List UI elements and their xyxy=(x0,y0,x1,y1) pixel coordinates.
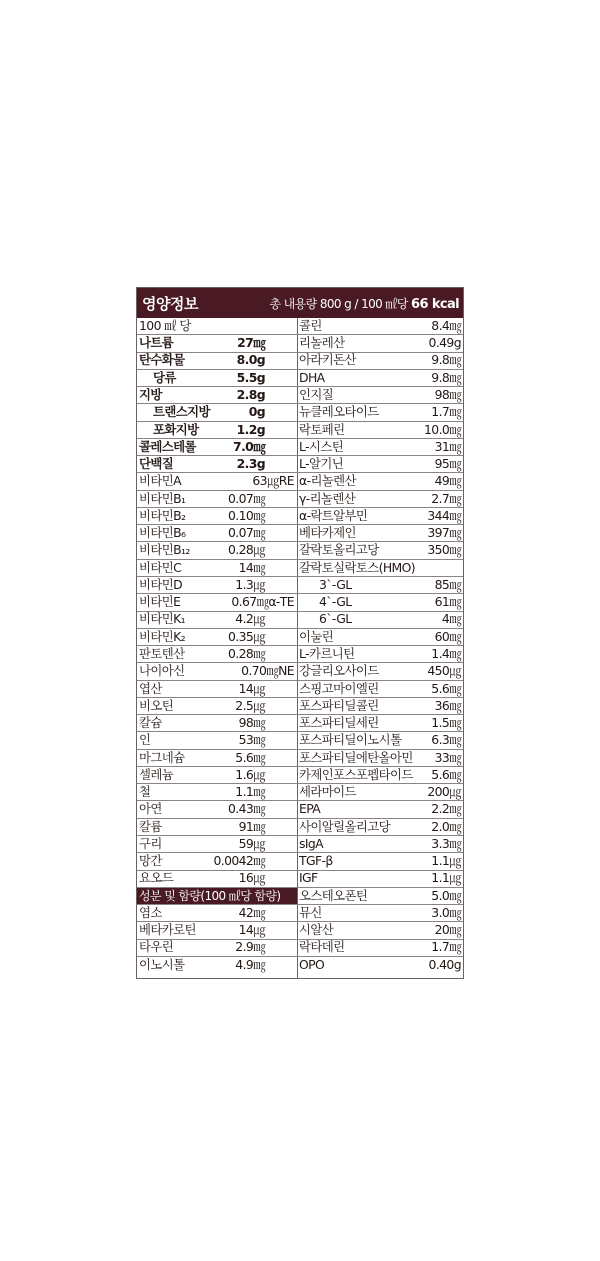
nutrient-name: 6`-GL xyxy=(319,611,352,627)
nutrient-name: α-락트알부민 xyxy=(299,507,368,523)
nutrient-value: 5.6㎎ xyxy=(431,766,461,782)
nutrient-name: 비타민K₁ xyxy=(139,611,186,627)
nutrient-row xyxy=(137,612,297,629)
nutrient-value: 0.35㎍ xyxy=(228,628,265,644)
nutrient-value: 3.3㎎ xyxy=(431,835,461,851)
nutrient-row xyxy=(137,905,297,922)
nutrient-value: 61㎎ xyxy=(434,594,461,610)
nutrient-value: 0.28㎎ xyxy=(228,645,265,661)
nutrient-value: 350㎎ xyxy=(427,542,461,558)
nutrient-name: 인지질 xyxy=(299,386,334,402)
nutrient-name: 단백질 xyxy=(139,456,174,472)
nutrient-value: 98㎎ xyxy=(238,715,265,731)
nutrient-name: 판토텐산 xyxy=(139,645,185,661)
nutrient-value: 9.8㎎ xyxy=(431,369,461,385)
nutrient-name: DHA xyxy=(299,369,325,385)
nutrient-name: 3`-GL xyxy=(319,576,352,592)
nutrient-value: 1.2g xyxy=(236,421,265,437)
nutrient-value: 7.0㎎ xyxy=(233,438,265,454)
nutrient-value: 6.3㎎ xyxy=(431,732,461,748)
nutrient-row xyxy=(137,594,297,611)
nutrient-name: 아라키돈산 xyxy=(299,352,356,368)
nutrient-row xyxy=(297,905,463,922)
nutrient-name: 뮤신 xyxy=(299,904,322,920)
nutrient-row xyxy=(297,888,463,905)
nutrient-value: 95㎎ xyxy=(434,456,461,472)
nutrient-row xyxy=(297,508,463,525)
nutrient-name: 포스파티딜이노시톨 xyxy=(299,732,402,748)
nutrient-value: 0.67㎎α-TE xyxy=(231,594,294,610)
nutrient-value: 1.6㎍ xyxy=(235,766,265,782)
nutrient-name: 칼슘 xyxy=(139,715,162,731)
nutrient-row xyxy=(297,404,463,421)
nutrient-row xyxy=(297,784,463,801)
nutrient-row xyxy=(137,577,297,594)
nutrient-name: 이노시톨 xyxy=(139,957,185,973)
nutrient-row xyxy=(137,836,297,853)
nutrient-row xyxy=(297,853,463,870)
nutrient-name: 당류 xyxy=(153,369,176,385)
nutrient-row xyxy=(297,819,463,836)
nutrient-row xyxy=(297,871,463,888)
nutrient-row xyxy=(297,387,463,404)
nutrient-row xyxy=(297,577,463,594)
nutrient-name: 4`-GL xyxy=(319,594,352,610)
nutrient-name: 비타민E xyxy=(139,594,181,610)
nutrient-value: 42㎎ xyxy=(238,904,265,920)
nutrient-row xyxy=(137,888,297,905)
nutrient-row xyxy=(137,404,297,421)
nutrient-name: 구리 xyxy=(139,835,162,851)
left-column xyxy=(137,318,298,978)
nutrient-row xyxy=(297,594,463,611)
nutrient-row xyxy=(297,922,463,939)
nutrient-name: OPO xyxy=(299,957,325,973)
nutrient-name: 망간 xyxy=(139,853,162,869)
nutrient-name: 지방 xyxy=(139,386,162,402)
nutrient-value: 9.8㎎ xyxy=(431,352,461,368)
nutrient-row xyxy=(137,422,297,439)
nutrient-row xyxy=(297,629,463,646)
nutrient-row xyxy=(137,456,297,473)
nutrient-row xyxy=(297,612,463,629)
nutrient-row xyxy=(137,784,297,801)
nutrient-name: 세라마이드 xyxy=(299,784,356,800)
nutrient-value: 5.6㎎ xyxy=(235,749,265,765)
nutrient-row xyxy=(137,370,297,387)
nutrient-value: 2.2㎎ xyxy=(431,801,461,817)
nutrient-row xyxy=(137,871,297,888)
nutrient-row xyxy=(297,318,463,335)
nutrient-name: 탄수화물 xyxy=(139,352,185,368)
nutrition-header xyxy=(137,288,463,318)
nutrient-name: 트랜스지방 xyxy=(153,404,210,420)
nutrient-value: 60㎎ xyxy=(434,628,461,644)
nutrient-name: L-알기닌 xyxy=(299,456,344,472)
nutrient-row xyxy=(297,767,463,784)
nutrient-name: 강글리오사이드 xyxy=(299,663,379,679)
nutrient-value: 85㎎ xyxy=(434,576,461,592)
nutrition-facts-panel xyxy=(136,287,464,979)
nutrient-value: 4㎎ xyxy=(441,611,461,627)
nutrient-row xyxy=(137,473,297,490)
total-content xyxy=(269,295,459,312)
nutrient-name: γ-리놀렌산 xyxy=(299,490,356,506)
nutrient-row xyxy=(297,646,463,663)
nutrient-row xyxy=(297,732,463,749)
nutrient-name: 마그네슘 xyxy=(139,749,185,765)
nutrient-name: 오스테오폰틴 xyxy=(299,887,368,903)
nutrient-name: 베타카로틴 xyxy=(139,922,196,938)
nutrient-name: TGF-β xyxy=(299,853,333,869)
total-content-prefix: 총 내용량 800 g / 100 ㎖당 xyxy=(269,296,411,311)
nutrient-value: 14㎍ xyxy=(238,680,265,696)
nutrient-value: 1.1㎍ xyxy=(431,853,461,869)
nutrient-value: 0.70㎎NE xyxy=(241,663,294,679)
nutrient-value: 2.9㎎ xyxy=(235,939,265,955)
nutrient-name: 카제인포스포펩타이드 xyxy=(299,766,413,782)
nutrient-value: 2.3g xyxy=(236,456,265,472)
nutrient-name: 갈락토올리고당 xyxy=(299,542,379,558)
nutrient-value: 1.7㎎ xyxy=(431,404,461,420)
nutrient-row xyxy=(137,681,297,698)
nutrient-name: 셀레늄 xyxy=(139,766,174,782)
nutrient-name: 비타민B₁₂ xyxy=(139,542,190,558)
nutrient-name: 비타민K₂ xyxy=(139,628,186,644)
nutrient-name: 타우린 xyxy=(139,939,174,955)
nutrient-value: 14㎎ xyxy=(238,559,265,575)
right-column xyxy=(297,318,463,978)
nutrient-name: 100 ㎖ 당 xyxy=(139,317,191,333)
nutrient-name: 포스파티딜세린 xyxy=(299,715,379,731)
nutrient-value: 0g xyxy=(248,404,265,420)
nutrient-row xyxy=(137,318,297,335)
nutrient-value: 0.07㎎ xyxy=(228,490,265,506)
nutrient-value: 5.6㎎ xyxy=(431,680,461,696)
nutrient-row xyxy=(137,801,297,818)
nutrient-row xyxy=(137,732,297,749)
nutrient-row xyxy=(297,681,463,698)
nutrient-name: L-카르니틴 xyxy=(299,645,355,661)
nutrient-name: 성분 및 함량(100 ㎖당 함량) xyxy=(139,888,281,903)
nutrient-row xyxy=(137,922,297,939)
nutrient-name: 인 xyxy=(139,732,151,748)
nutrient-value: 397㎎ xyxy=(427,525,461,541)
nutrient-row xyxy=(137,767,297,784)
nutrient-name: 스핑고마이엘린 xyxy=(299,680,379,696)
nutrient-value: 0.07㎎ xyxy=(228,525,265,541)
nutrient-name: 베타카제인 xyxy=(299,525,356,541)
nutrition-title: 영양정보 xyxy=(142,294,198,313)
nutrient-row xyxy=(297,370,463,387)
nutrient-value: 4.2㎍ xyxy=(235,611,265,627)
nutrient-row xyxy=(297,698,463,715)
nutrient-value: 0.43㎎ xyxy=(228,801,265,817)
nutrient-value: 10.0㎎ xyxy=(424,421,461,437)
nutrient-value: 1.1㎎ xyxy=(235,784,265,800)
nutrient-value: 63㎍RE xyxy=(252,473,294,489)
nutrient-row xyxy=(137,508,297,525)
nutrient-row xyxy=(137,560,297,577)
nutrient-name: 나트륨 xyxy=(139,335,174,351)
nutrient-row xyxy=(297,439,463,456)
nutrient-name: 사이알릴올리고당 xyxy=(299,818,390,834)
nutrient-row xyxy=(137,335,297,352)
nutrient-value: 33㎎ xyxy=(434,749,461,765)
nutrient-name: 비타민B₂ xyxy=(139,507,186,523)
nutrient-value: 14㎍ xyxy=(238,922,265,938)
nutrient-value: 1.3㎍ xyxy=(235,576,265,592)
nutrient-name: IGF xyxy=(299,870,318,886)
kcal-value: 66 kcal xyxy=(411,296,459,312)
nutrient-value: 1.5㎎ xyxy=(431,715,461,731)
nutrient-row xyxy=(297,836,463,853)
nutrient-name: 갈락토실락토스(HMO) xyxy=(299,559,416,575)
nutrient-name: 시알산 xyxy=(299,922,334,938)
nutrient-name: 요오드 xyxy=(139,870,174,886)
nutrient-name: 락타데린 xyxy=(299,939,345,955)
nutrient-name: 비오틴 xyxy=(139,697,174,713)
nutrient-value: 0.40g xyxy=(428,957,461,973)
nutrient-value: 0.0042㎎ xyxy=(213,853,265,869)
nutrient-value: 91㎎ xyxy=(238,818,265,834)
nutrient-value: 2.0㎎ xyxy=(431,818,461,834)
nutrient-row xyxy=(137,819,297,836)
nutrient-row xyxy=(297,957,463,974)
nutrient-value: 2.8g xyxy=(236,386,265,402)
nutrient-row xyxy=(297,491,463,508)
nutrient-name: 비타민C xyxy=(139,559,182,575)
nutrient-value: 31㎎ xyxy=(434,438,461,454)
nutrient-name: 칼륨 xyxy=(139,818,162,834)
nutrient-value: 98㎎ xyxy=(434,386,461,402)
nutrient-row xyxy=(137,387,297,404)
nutrient-value: 0.49g xyxy=(428,335,461,351)
nutrient-value: 450㎍ xyxy=(427,663,461,679)
nutrient-name: 염소 xyxy=(139,904,162,920)
nutrient-row xyxy=(297,473,463,490)
nutrient-row xyxy=(297,525,463,542)
nutrient-row xyxy=(297,542,463,559)
nutrient-name: 콜린 xyxy=(299,317,322,333)
nutrient-row xyxy=(137,853,297,870)
nutrient-value: 49㎎ xyxy=(434,473,461,489)
nutrient-row xyxy=(137,940,297,957)
nutrient-row xyxy=(137,957,297,974)
nutrient-value: 5.5g xyxy=(236,369,265,385)
nutrient-value: 3.0㎎ xyxy=(431,904,461,920)
nutrient-value: 1.4㎎ xyxy=(431,645,461,661)
nutrient-value: 36㎎ xyxy=(434,697,461,713)
nutrient-value: 27㎎ xyxy=(237,335,265,351)
nutrient-value: 8.0g xyxy=(236,352,265,368)
nutrient-name: EPA xyxy=(299,801,321,817)
nutrient-row xyxy=(297,940,463,957)
nutrient-value: 1.7㎎ xyxy=(431,939,461,955)
nutrient-row xyxy=(297,560,463,577)
nutrient-name: α-리놀렌산 xyxy=(299,473,356,489)
nutrient-value: 4.9㎎ xyxy=(235,957,265,973)
nutrient-name: 콜레스테롤 xyxy=(139,438,196,454)
nutrient-name: L-시스틴 xyxy=(299,438,344,454)
nutrient-name: 포스파티딜콜린 xyxy=(299,697,379,713)
nutrient-row xyxy=(297,801,463,818)
nutrient-row xyxy=(137,439,297,456)
nutrient-value: 2.5㎍ xyxy=(235,697,265,713)
nutrient-row xyxy=(137,491,297,508)
nutrient-row xyxy=(297,663,463,680)
nutrient-value: 2.7㎎ xyxy=(431,490,461,506)
nutrient-row xyxy=(137,646,297,663)
nutrient-value: 344㎎ xyxy=(427,507,461,523)
nutrient-row xyxy=(297,422,463,439)
nutrient-name: 리놀레산 xyxy=(299,335,345,351)
nutrient-name: 철 xyxy=(139,784,151,800)
nutrient-value: 200㎍ xyxy=(427,784,461,800)
nutrient-row xyxy=(137,629,297,646)
nutrient-row xyxy=(297,335,463,352)
nutrient-row xyxy=(137,525,297,542)
nutrient-name: 락토페린 xyxy=(299,421,345,437)
nutrient-row xyxy=(137,353,297,370)
nutrient-row xyxy=(137,698,297,715)
nutrient-value: 8.4㎎ xyxy=(431,317,461,333)
nutrient-value: 0.10㎎ xyxy=(228,507,265,523)
nutrient-row xyxy=(297,715,463,732)
nutrient-name: 비타민A xyxy=(139,473,181,489)
nutrient-value: 59㎍ xyxy=(238,835,265,851)
nutrient-value: 20㎎ xyxy=(434,922,461,938)
nutrient-name: sIgA xyxy=(299,835,324,851)
nutrient-row xyxy=(137,542,297,559)
nutrient-value: 1.1㎍ xyxy=(431,870,461,886)
nutrient-row xyxy=(137,750,297,767)
nutrient-name: 아연 xyxy=(139,801,162,817)
nutrient-row xyxy=(297,456,463,473)
nutrient-name: 이눌린 xyxy=(299,628,334,644)
nutrient-name: 뉴클레오타이드 xyxy=(299,404,379,420)
nutrient-name: 엽산 xyxy=(139,680,162,696)
nutrient-name: 비타민D xyxy=(139,576,183,592)
nutrient-row xyxy=(137,663,297,680)
nutrient-row xyxy=(297,353,463,370)
nutrient-name: 비타민B₁ xyxy=(139,490,186,506)
nutrient-name: 포화지방 xyxy=(153,421,199,437)
nutrient-name: 나이아신 xyxy=(139,663,185,679)
nutrient-value: 5.0㎎ xyxy=(431,887,461,903)
nutrient-name: 포스파티딜에탄올아민 xyxy=(299,749,413,765)
nutrient-name: 비타민B₆ xyxy=(139,525,186,541)
nutrient-row xyxy=(137,715,297,732)
nutrient-row xyxy=(297,750,463,767)
nutrient-value: 16㎍ xyxy=(238,870,265,886)
nutrient-value: 0.28㎍ xyxy=(228,542,265,558)
nutrient-value: 53㎎ xyxy=(238,732,265,748)
